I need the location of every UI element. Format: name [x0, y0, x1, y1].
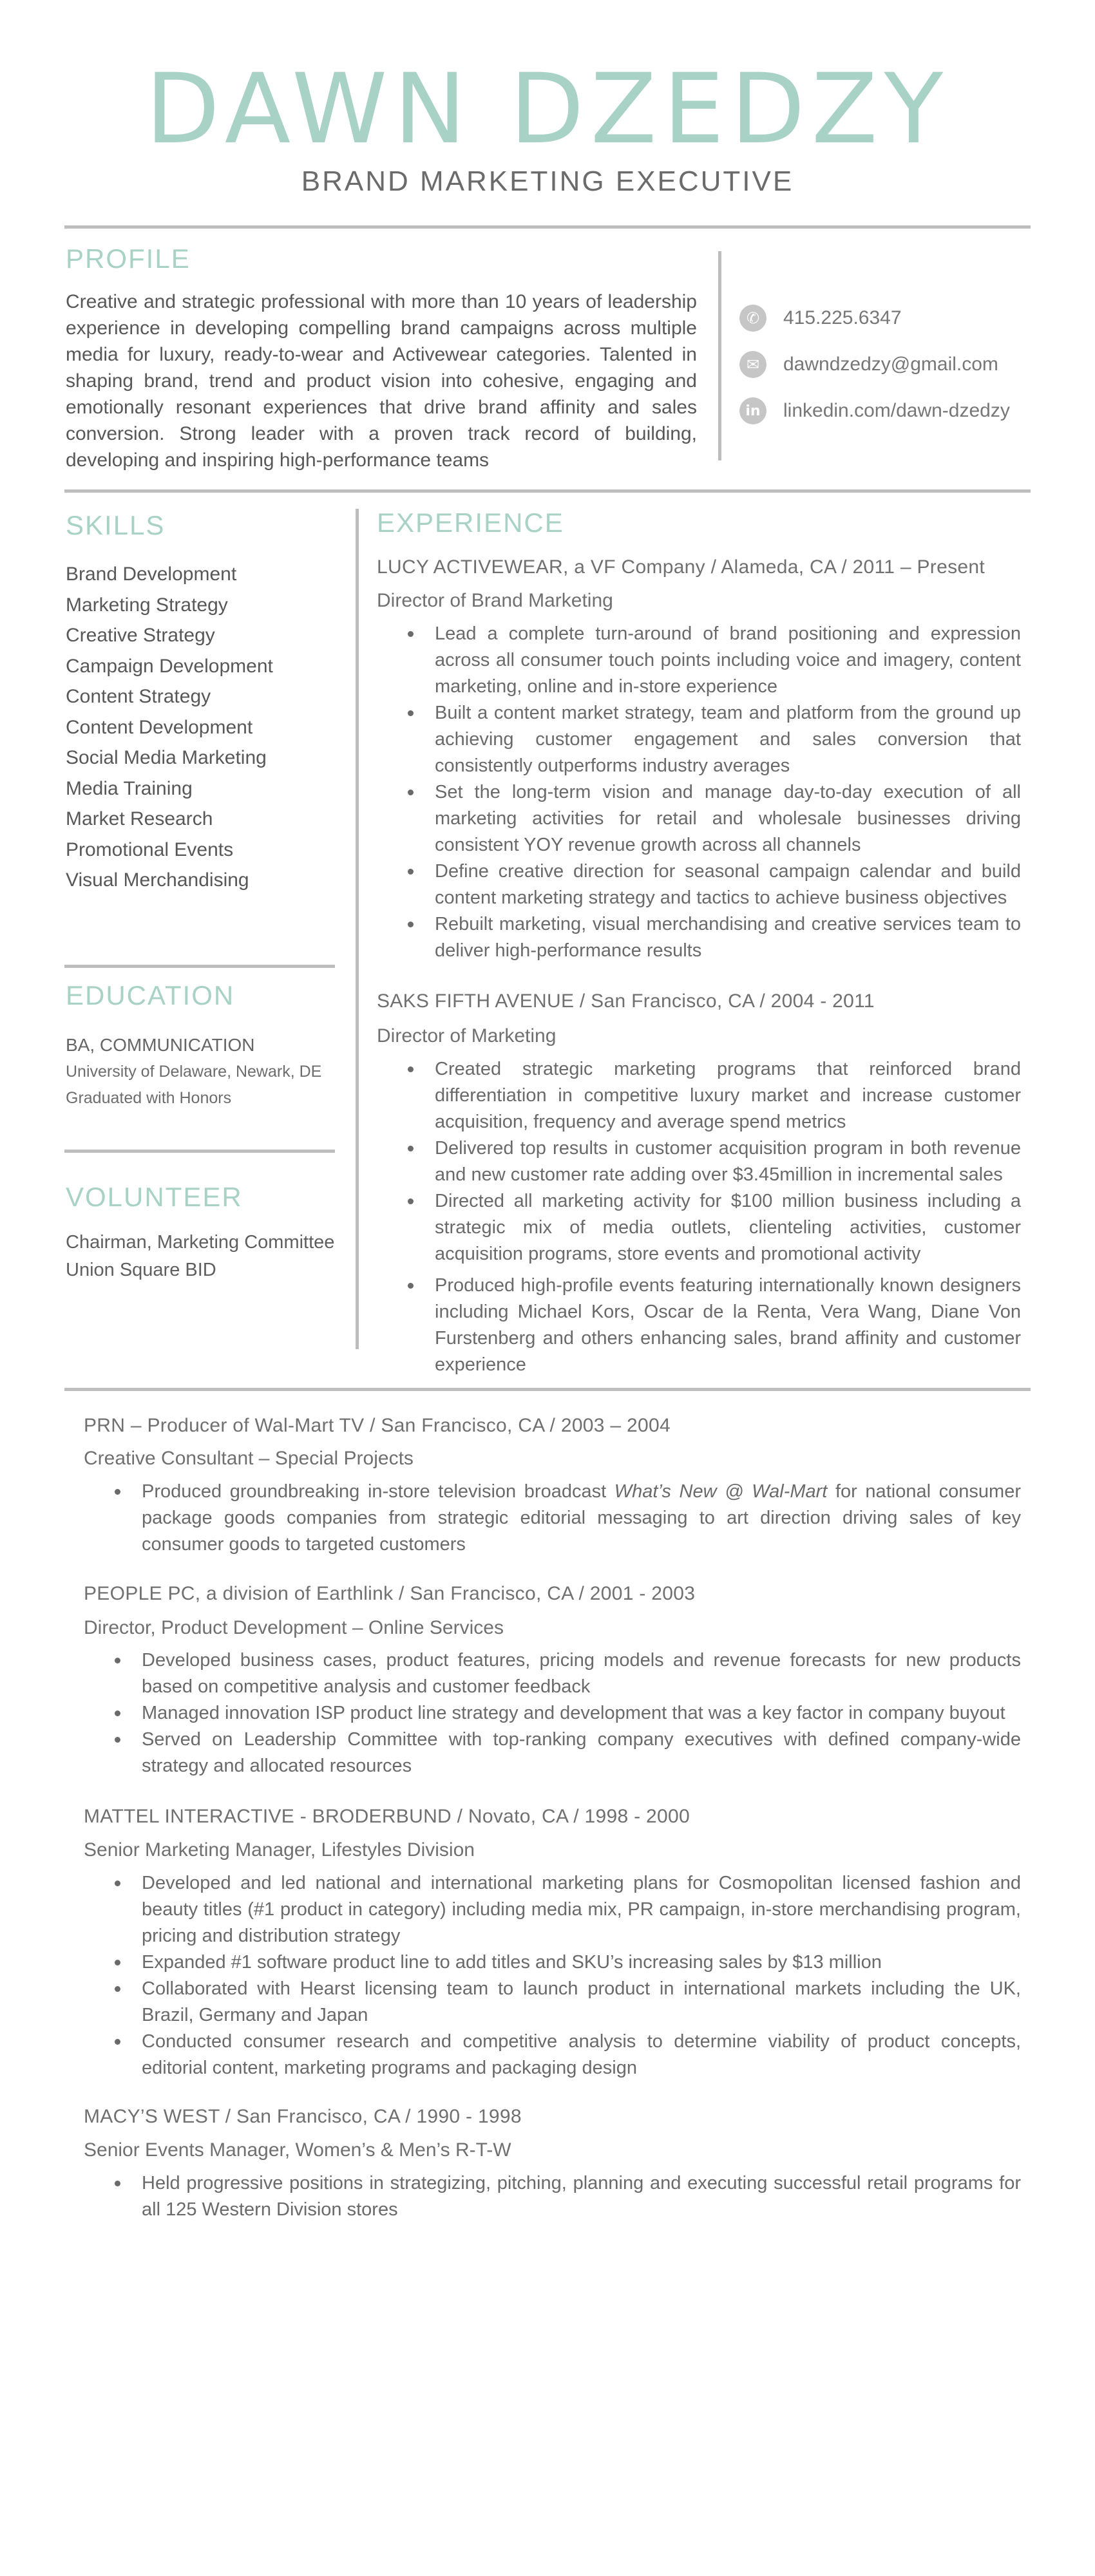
- job-company: MATTEL INTERACTIVE - BRODERBUND / Novato, CA / 1998 - 2000: [84, 1806, 690, 1827]
- volunteer-role: Chairman, Marketing Committee: [66, 1232, 335, 1253]
- phone-icon: ✆: [739, 305, 766, 332]
- list-item: Define creative direction for seasonal campaign calendar and build content marketing strategy and tactics to achieve business objectives: [377, 858, 1021, 911]
- job-role: Senior Events Manager, Women’s & Men’s R-T-W: [84, 2139, 511, 2161]
- divider: [64, 1388, 1031, 1391]
- list-item: Developed business cases, product features, pricing models and revenue forecasts for new products based on competitive analysis and customer feedback: [84, 1647, 1021, 1700]
- skill-item: Content Development: [66, 716, 253, 738]
- profile-summary: Creative and strategic professional with more than 10 years of leadership experience in developing compelling brand campaigns across multiple media for luxury, ready-to-wear and Activewear categories. Talented in shaping brand, trend and product vision into cohesive, engaging and emotionally resonant experiences that drive brand affinity and sales conversion. Strong leader with a proven track record of building, developing and inspiring high-performance teams: [66, 291, 697, 471]
- divider: [64, 489, 1031, 493]
- skill-item: Creative Strategy: [66, 625, 215, 646]
- list-item: Developed and led national and international marketing plans for Cosmopolitan licensed fashion and beauty titles (#1 product in category) including media mix, PR campaign, in-store merchandising program, pricing and distribution strategy: [84, 1870, 1021, 1949]
- job-company: SAKS FIFTH AVENUE / San Francisco, CA / 2004 - 2011: [377, 990, 875, 1012]
- job-role: Director of Marketing: [377, 1025, 557, 1046]
- contact-linkedin-row: [739, 388, 1010, 434]
- volunteer-block: [66, 1229, 334, 1284]
- candidate-name: DAWN DZEDZY: [145, 53, 950, 166]
- contact-email[interactable]: dawndzedzy@gmail.com: [783, 354, 998, 375]
- list-item: Built a content market strategy, team and platform from the ground up achieving customer engagement and sales conversion that consistently outperforms industry averages: [377, 700, 1021, 779]
- skill-item: Market Research: [66, 808, 213, 829]
- job-company: MACY’S WEST / San Francisco, CA / 1990 - 1998: [84, 2106, 522, 2127]
- contact-phone[interactable]: 415.225.6347: [783, 307, 902, 328]
- contact-phone-row: [739, 295, 1010, 341]
- skills-heading: SKILLS: [66, 510, 166, 540]
- list-item: Directed all marketing activity for $100 million business including a strategic mix of media outlets, clienteling activities, customer acquisition programs, store events and promotional activity: [377, 1188, 1021, 1267]
- job-role: Creative Consultant – Special Projects: [84, 1448, 414, 1469]
- bullet-text: Produced groundbreaking in-store television broadcast: [142, 1481, 614, 1502]
- skill-item: Media Training: [66, 777, 193, 799]
- education-heading: EDUCATION: [66, 980, 235, 1010]
- list-item: Held progressive positions in strategizing, pitching, planning and executing successful retail programs for all 125 Western Division stores: [84, 2170, 1021, 2223]
- skill-item: Marketing Strategy: [66, 594, 228, 616]
- vertical-divider: [356, 509, 359, 1349]
- job-bullets: [84, 2170, 1021, 2223]
- job-bullets: [377, 1056, 1021, 1378]
- list-item: Rebuilt marketing, visual merchandising and creative services team to deliver high-performance results: [377, 911, 1021, 964]
- job-role: Director, Product Development – Online Services: [84, 1617, 504, 1638]
- skill-item: Visual Merchandising: [66, 869, 249, 891]
- list-item: Managed innovation ISP product line strategy and development that was a key factor in company buyout: [84, 1700, 1021, 1727]
- vertical-divider: [718, 251, 721, 460]
- education-block: [66, 1032, 321, 1112]
- list-item: Collaborated with Hearst licensing team to launch product in international markets including the UK, Brazil, Germany and Japan: [84, 1976, 1021, 2029]
- divider: [64, 225, 1031, 229]
- skills-list: [66, 559, 273, 896]
- experience-heading: EXPERIENCE: [377, 507, 564, 538]
- divider: [64, 1150, 335, 1153]
- divider: [64, 965, 335, 968]
- job-bullets: [84, 1870, 1021, 2081]
- skill-item: Promotional Events: [66, 838, 234, 860]
- job-bullets: [84, 1479, 1021, 1558]
- job-role: Director of Brand Marketing: [377, 590, 613, 611]
- list-item: Produced high-profile events featuring internationally known designers including Michael Kors, Oscar de la Renta, Vera Wang, Diane Von Furstenberg and others enhancing sales, brand affinity and customer experience: [377, 1273, 1021, 1378]
- broadcast-title: What’s New @ Wal-Mart: [614, 1481, 828, 1502]
- list-item: Served on Leadership Committee with top-ranking company executives with defined company-wide strategy and allocated resources: [84, 1727, 1021, 1779]
- list-item: Expanded #1 software product line to add titles and SKU’s increasing sales by $13 million: [84, 1949, 1021, 1976]
- contact-email-row: [739, 341, 1010, 388]
- skill-item: Brand Development: [66, 564, 237, 585]
- list-item: Delivered top results in customer acquisition program in both revenue and new customer rate adding over $3.45million in incremental sales: [377, 1135, 1021, 1188]
- bullet-text: for national consumer package goods companies from strategic editorial messaging to art direction driving sales of key consumer goods to targeted customers: [142, 1481, 1021, 1555]
- education-school: University of Delaware, Newark, DE: [66, 1063, 322, 1081]
- job-bullets: [84, 1647, 1021, 1779]
- profile-heading: PROFILE: [66, 243, 191, 274]
- linkedin-icon: in: [739, 397, 766, 424]
- job-company: PEOPLE PC, a division of Earthlink / San Francisco, CA / 2001 - 2003: [84, 1583, 696, 1604]
- email-icon: ✉: [739, 351, 766, 378]
- job-bullets: [377, 621, 1021, 964]
- volunteer-org: Union Square BID: [66, 1260, 216, 1280]
- job-company: PRN – Producer of Wal-Mart TV / San Francisco, CA / 2003 – 2004: [84, 1415, 671, 1436]
- list-item: [84, 1479, 1021, 1558]
- list-item: Lead a complete turn-around of brand positioning and expression across all consumer touch points including voice and imagery, content marketing, online and in-store experience: [377, 621, 1021, 700]
- list-item: Created strategic marketing programs that reinforced brand differentiation in competitive luxury market and increase customer acquisition, frequency and average spend metrics: [377, 1056, 1021, 1135]
- contact-linkedin[interactable]: linkedin.com/dawn-dzedzy: [783, 400, 1010, 421]
- volunteer-heading: VOLUNTEER: [66, 1182, 243, 1212]
- skill-item: Content Strategy: [66, 686, 211, 707]
- job-company: LUCY ACTIVEWEAR, a VF Company / Alameda, CA / 2011 – Present: [377, 556, 985, 578]
- contact-block: [739, 295, 1010, 434]
- candidate-title: BRAND MARKETING EXECUTIVE: [301, 166, 794, 197]
- list-item: Set the long-term vision and manage day-to-day execution of all marketing activities for retail and wholesale businesses driving consistent YOY revenue growth across all channels: [377, 779, 1021, 858]
- job-role: Senior Marketing Manager, Lifestyles Division: [84, 1839, 475, 1861]
- list-item: Conducted consumer research and competitive analysis to determine viability of product concepts, editorial content, marketing programs and packaging design: [84, 2029, 1021, 2081]
- skill-item: Campaign Development: [66, 655, 273, 677]
- skill-item: Social Media Marketing: [66, 747, 267, 768]
- education-degree: BA, COMMUNICATION: [66, 1035, 255, 1055]
- education-honors: Graduated with Honors: [66, 1089, 232, 1107]
